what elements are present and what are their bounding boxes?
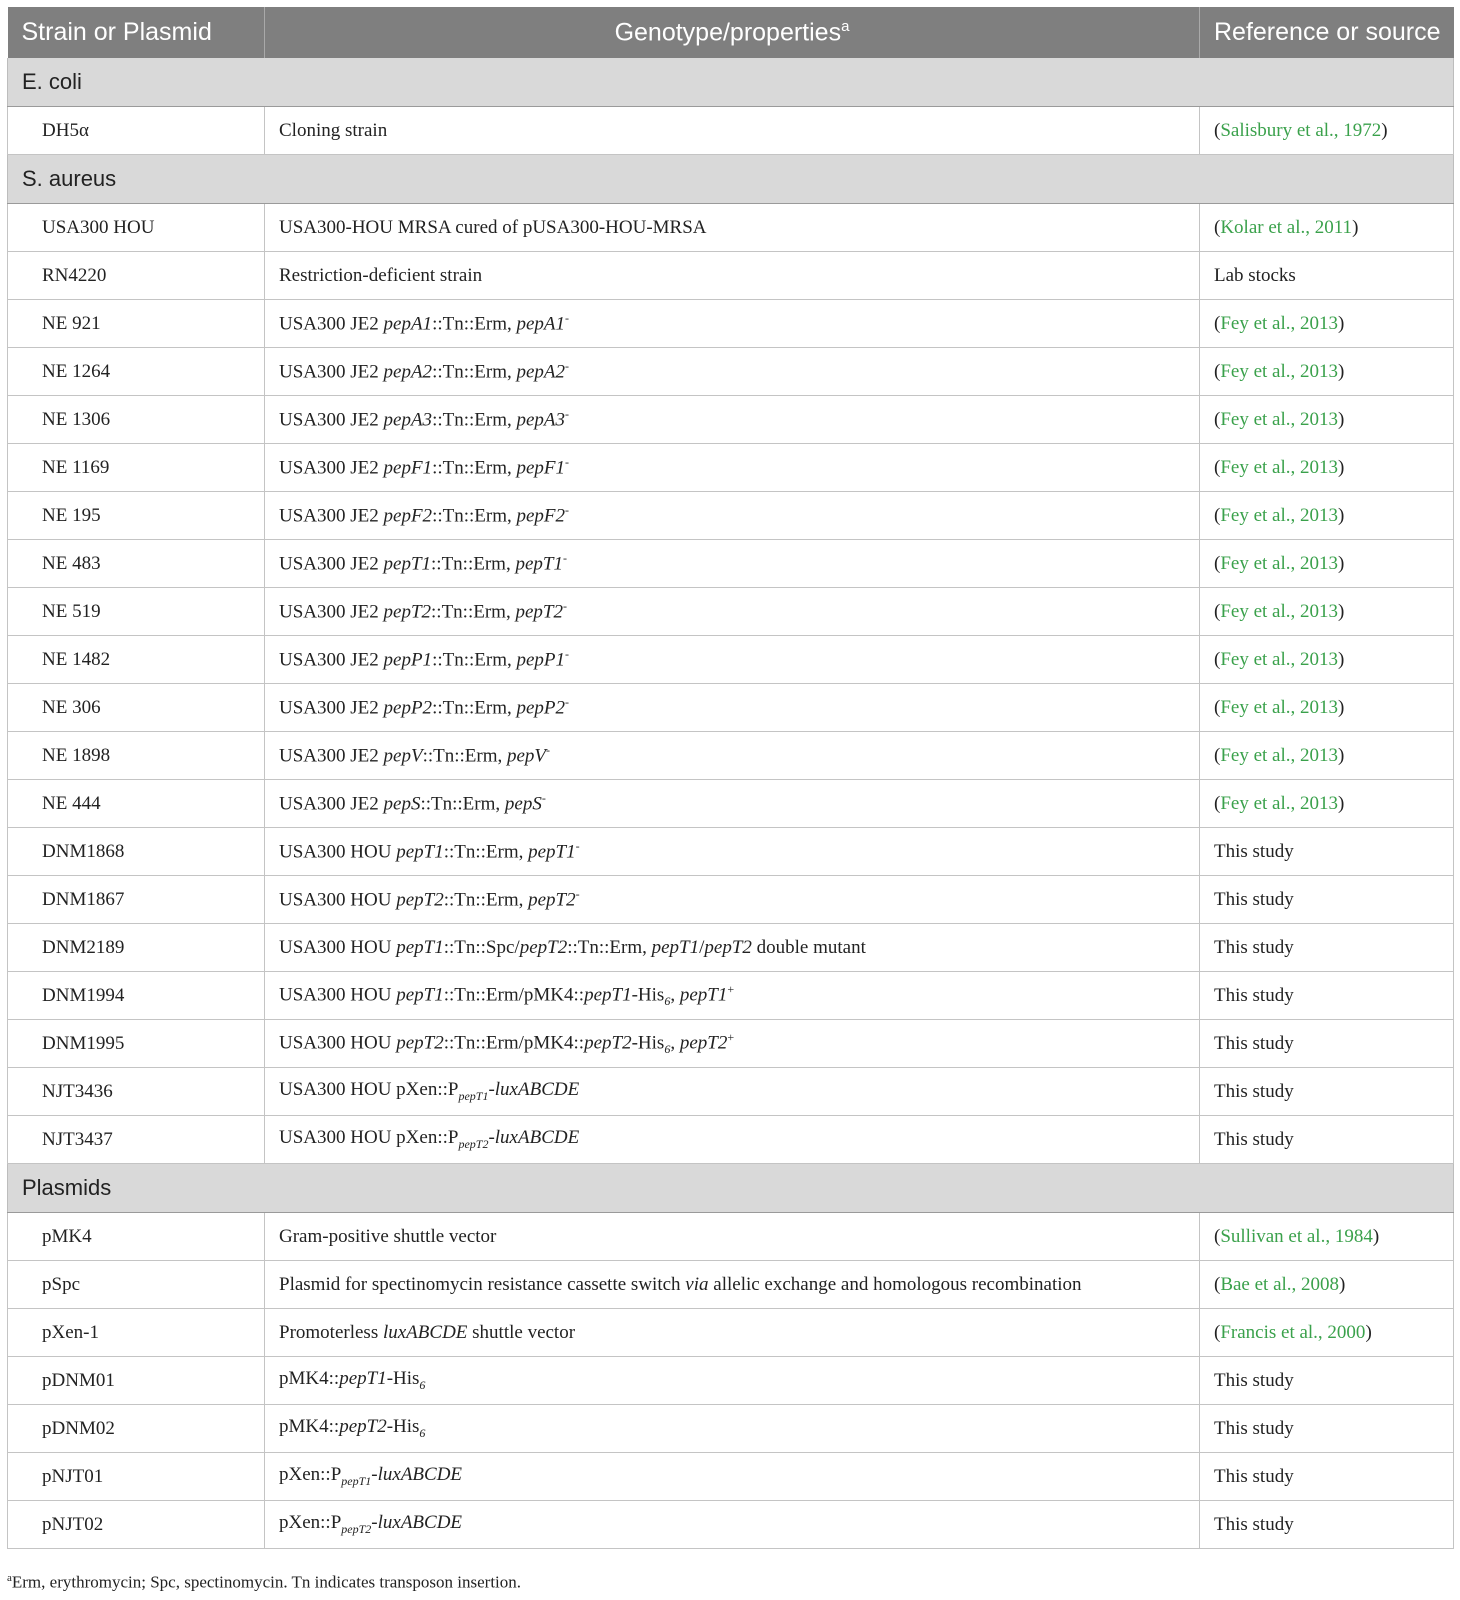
genotype-segment: -: [565, 647, 570, 662]
strain-id-cell: RN4220: [8, 252, 265, 300]
table-row: [8, 1405, 1454, 1453]
genotype-segment: -: [371, 1512, 378, 1534]
table-row: [8, 444, 1454, 492]
genotype-segment: USA300 HOU pXen::P: [279, 1079, 459, 1101]
strain-id-cell: pDNM01: [8, 1357, 265, 1405]
genotype-cell: [265, 1405, 1200, 1453]
genotype-cell: [265, 732, 1200, 780]
table-row: [8, 204, 1454, 252]
reference-cell: (Bae et al., 2008): [1200, 1261, 1454, 1309]
table-row: [8, 1213, 1454, 1261]
genotype-segment: -: [488, 1079, 495, 1101]
section-title: S. aureus: [8, 155, 1454, 204]
reference-text: This study: [1214, 1513, 1294, 1535]
table-row: [8, 1357, 1454, 1405]
genotype-segment: 6: [664, 994, 671, 1009]
genotype-segment: +: [727, 1029, 735, 1044]
reference-text: This study: [1214, 1465, 1294, 1487]
reference-link[interactable]: Salisbury et al., 1972: [1220, 119, 1382, 141]
genotype-cell: [265, 876, 1200, 924]
reference-text: Lab stocks: [1214, 264, 1296, 286]
genotype-cell: [265, 924, 1200, 972]
genotype-segment: luxABCDE: [377, 1512, 463, 1534]
genotype-segment: -: [565, 359, 570, 374]
genotype-segment: -: [575, 887, 580, 902]
genotype-segment: Cloning strain: [279, 119, 388, 141]
genotype-segment: double mutant: [751, 936, 866, 958]
reference-link[interactable]: Fey et al., 2013: [1220, 792, 1339, 814]
genotype-segment: USA300 JE2: [279, 697, 384, 719]
genotype-segment: shuttle vector: [467, 1321, 576, 1343]
reference-link[interactable]: Fey et al., 2013: [1220, 360, 1339, 382]
genotype-segment: ::Tn::Erm,: [432, 313, 517, 335]
genotype-segment: -: [565, 503, 570, 518]
reference-cell: (Salisbury et al., 1972): [1200, 107, 1454, 155]
genotype-segment: luxABCDE: [494, 1079, 580, 1101]
reference-link[interactable]: Fey et al., 2013: [1220, 504, 1339, 526]
genotype-segment: ::Tn::Erm,: [422, 745, 507, 767]
section-row: [8, 1164, 1454, 1213]
strain-id-cell: DNM1868: [8, 828, 265, 876]
genotype-segment: USA300 JE2: [279, 553, 384, 575]
genotype-segment: pepA3: [383, 409, 433, 431]
genotype-segment: USA300 HOU: [279, 936, 397, 958]
genotype-segment: ::Tn::Erm,: [420, 793, 505, 815]
genotype-segment: pepT2: [704, 936, 752, 958]
table-row: [8, 396, 1454, 444]
reference-link[interactable]: Fey et al., 2013: [1220, 696, 1339, 718]
section-title: Plasmids: [8, 1164, 1454, 1213]
genotype-segment: pepV: [383, 745, 423, 767]
strain-id-cell: pSpc: [8, 1261, 265, 1309]
genotype-segment: pepT2: [339, 1416, 387, 1438]
table-row: [8, 876, 1454, 924]
genotype-segment: ::Tn::Erm,: [443, 889, 529, 911]
genotype-cell: [265, 1309, 1200, 1357]
genotype-segment: Promoterless: [279, 1321, 383, 1343]
genotype-segment: pepF1: [516, 457, 566, 479]
genotype-segment: Gram-positive shuttle vector: [279, 1225, 497, 1247]
reference-cell: (Fey et al., 2013): [1200, 444, 1454, 492]
genotype-segment: ::Tn::Erm/pMK4::: [443, 1032, 585, 1054]
genotype-segment: -: [565, 695, 570, 710]
reference-cell: (Sullivan et al., 1984): [1200, 1213, 1454, 1261]
genotype-segment: 6: [419, 1425, 426, 1440]
genotype-cell: [265, 1116, 1200, 1164]
strain-id-cell: pNJT02: [8, 1501, 265, 1549]
genotype-segment: pepT1: [396, 984, 444, 1006]
genotype-cell: [265, 444, 1200, 492]
genotype-segment: USA300 JE2: [279, 505, 384, 527]
strain-table-container: [7, 7, 1453, 1549]
reference-text: This study: [1214, 1032, 1294, 1054]
table-row: [8, 732, 1454, 780]
strain-id-cell: NE 1169: [8, 444, 265, 492]
genotype-segment: ::Tn::Erm,: [432, 649, 517, 671]
genotype-segment: ::Tn::Erm/pMK4::: [443, 984, 585, 1006]
table-row: [8, 924, 1454, 972]
reference-cell: (Kolar et al., 2011): [1200, 204, 1454, 252]
reference-cell: (Fey et al., 2013): [1200, 396, 1454, 444]
genotype-cell: [265, 1453, 1200, 1501]
strain-id-cell: USA300 HOU: [8, 204, 265, 252]
footnote-text: Erm, erythromycin; Spc, spectinomycin. Tn indicates transposon insertion.: [11, 1572, 522, 1592]
genotype-segment: pepP2: [383, 697, 433, 719]
reference-link[interactable]: Fey et al., 2013: [1220, 456, 1339, 478]
genotype-segment: ::Tn::Erm,: [567, 936, 652, 958]
reference-text: This study: [1214, 1417, 1294, 1439]
reference-cell: (Fey et al., 2013): [1200, 492, 1454, 540]
genotype-segment: USA300 HOU: [279, 984, 397, 1006]
strain-id-cell: NE 306: [8, 684, 265, 732]
genotype-segment: -: [575, 839, 580, 854]
table-row: [8, 1068, 1454, 1116]
strain-id-cell: pNJT01: [8, 1453, 265, 1501]
genotype-segment: pepT1: [679, 984, 728, 1006]
genotype-segment: pepA2: [383, 361, 433, 383]
footnote-marker: a: [7, 1572, 12, 1584]
genotype-segment: -: [565, 407, 570, 422]
reference-link[interactable]: Francis et al., 2000: [1220, 1321, 1366, 1343]
table-row: [8, 1261, 1454, 1309]
genotype-segment: USA300 JE2: [279, 409, 384, 431]
genotype-segment: pepT2: [584, 1032, 632, 1054]
genotype-segment: ::Tn::Spc/: [443, 936, 520, 958]
table-header-row: [8, 7, 1454, 58]
genotype-segment: ,: [670, 984, 680, 1006]
genotype-segment: luxABCDE: [377, 1464, 463, 1486]
genotype-segment: USA300 JE2: [279, 601, 384, 623]
genotype-segment: ::Tn::Erm,: [431, 601, 516, 623]
genotype-segment: ::Tn::Erm,: [443, 841, 529, 863]
reference-cell: [1200, 1453, 1454, 1501]
strain-id-cell: NE 444: [8, 780, 265, 828]
table-body: [8, 58, 1454, 1549]
genotype-segment: pepT1: [383, 553, 432, 575]
genotype-segment: pepT1: [396, 841, 444, 863]
genotype-cell: [265, 396, 1200, 444]
section-row: [8, 155, 1454, 204]
table-row: [8, 107, 1454, 155]
genotype-cell: [265, 300, 1200, 348]
table-row: [8, 348, 1454, 396]
column-header-reference: Reference or source: [1200, 7, 1454, 58]
footnote-marker: a: [841, 17, 850, 35]
genotype-cell: [265, 588, 1200, 636]
genotype-segment: pepP1: [383, 649, 433, 671]
genotype-cell: [265, 540, 1200, 588]
reference-text: This study: [1214, 984, 1294, 1006]
table-row: [8, 684, 1454, 732]
reference-cell: [1200, 1020, 1454, 1068]
reference-cell: [1200, 876, 1454, 924]
reference-link[interactable]: Fey et al., 2013: [1220, 552, 1339, 574]
genotype-segment: USA300 JE2: [279, 313, 384, 335]
strain-id-cell: NE 921: [8, 300, 265, 348]
genotype-segment: ::Tn::Erm,: [432, 409, 517, 431]
table-row: [8, 780, 1454, 828]
strain-id-cell: NJT3437: [8, 1116, 265, 1164]
genotype-segment: /: [699, 936, 705, 958]
genotype-segment: luxABCDE: [494, 1127, 580, 1149]
genotype-segment: pepP2: [516, 697, 566, 719]
strain-id-cell: DNM2189: [8, 924, 265, 972]
genotype-segment: Restriction-deficient strain: [279, 264, 483, 286]
genotype-segment: pMK4::: [279, 1368, 340, 1390]
genotype-segment: USA300 JE2: [279, 745, 384, 767]
genotype-segment: -: [546, 743, 551, 758]
genotype-segment: ::Tn::Erm,: [432, 697, 517, 719]
strain-id-cell: NJT3436: [8, 1068, 265, 1116]
reference-cell: [1200, 828, 1454, 876]
genotype-cell: [265, 1213, 1200, 1261]
section-title: E. coli: [8, 58, 1454, 107]
genotype-segment: pepS: [504, 793, 542, 815]
reference-text: This study: [1214, 936, 1294, 958]
genotype-segment: pepT2: [519, 936, 568, 958]
reference-cell: [1200, 1357, 1454, 1405]
strain-id-cell: pDNM02: [8, 1405, 265, 1453]
genotype-cell: [265, 780, 1200, 828]
strain-id-cell: NE 1482: [8, 636, 265, 684]
genotype-cell: [265, 1357, 1200, 1405]
reference-cell: (Fey et al., 2013): [1200, 588, 1454, 636]
reference-cell: [1200, 252, 1454, 300]
table-row: [8, 1309, 1454, 1357]
genotype-cell: [265, 684, 1200, 732]
reference-text: This study: [1214, 1128, 1294, 1150]
genotype-segment: -: [565, 311, 570, 326]
genotype-cell: [265, 972, 1200, 1020]
genotype-segment: -His: [386, 1416, 420, 1438]
genotype-segment: pepT1: [341, 1473, 372, 1488]
strain-id-cell: NE 1306: [8, 396, 265, 444]
genotype-segment: USA300 HOU: [279, 1032, 397, 1054]
genotype-segment: -His: [631, 984, 665, 1006]
genotype-segment: ::Tn::Erm,: [432, 505, 517, 527]
genotype-segment: -: [565, 455, 570, 470]
genotype-segment: luxABCDE: [382, 1321, 468, 1343]
reference-cell: (Fey et al., 2013): [1200, 780, 1454, 828]
reference-cell: [1200, 1068, 1454, 1116]
reference-link[interactable]: Fey et al., 2013: [1220, 408, 1339, 430]
strain-id-cell: pMK4: [8, 1213, 265, 1261]
genotype-segment: pepT2: [679, 1032, 728, 1054]
reference-cell: (Fey et al., 2013): [1200, 636, 1454, 684]
genotype-segment: USA300 JE2: [279, 649, 384, 671]
genotype-segment: pepT2: [396, 1032, 444, 1054]
table-row: [8, 1453, 1454, 1501]
table-row: [8, 300, 1454, 348]
column-header-genotype: [265, 7, 1200, 58]
genotype-segment: pepA1: [383, 313, 433, 335]
strain-id-cell: NE 519: [8, 588, 265, 636]
genotype-cell: [265, 636, 1200, 684]
reference-cell: (Fey et al., 2013): [1200, 348, 1454, 396]
genotype-segment: pepA2: [516, 361, 566, 383]
reference-cell: (Fey et al., 2013): [1200, 684, 1454, 732]
reference-cell: [1200, 1501, 1454, 1549]
genotype-cell: [265, 1501, 1200, 1549]
genotype-segment: pXen::P: [279, 1512, 342, 1534]
genotype-segment: USA300-HOU MRSA cured of pUSA300-HOU-MRSA: [279, 216, 707, 238]
table-row: [8, 828, 1454, 876]
genotype-segment: pepA3: [516, 409, 566, 431]
strain-id-cell: DNM1994: [8, 972, 265, 1020]
genotype-cell: [265, 204, 1200, 252]
reference-link[interactable]: Kolar et al., 2011: [1220, 216, 1353, 238]
table-footnote: [7, 1572, 521, 1593]
table-row: [8, 972, 1454, 1020]
genotype-segment: pXen::P: [279, 1464, 342, 1486]
reference-link[interactable]: Fey et al., 2013: [1220, 744, 1339, 766]
genotype-segment: pepT2: [341, 1521, 372, 1536]
table-row: [8, 252, 1454, 300]
genotype-segment: +: [727, 981, 735, 996]
genotype-segment: pepT1: [651, 936, 700, 958]
genotype-segment: pepT2: [396, 889, 444, 911]
reference-cell: [1200, 1116, 1454, 1164]
genotype-segment: ,: [670, 1032, 680, 1054]
genotype-segment: pepT2: [383, 601, 432, 623]
genotype-cell: [265, 1261, 1200, 1309]
table-row: [8, 1116, 1454, 1164]
genotype-cell: [265, 828, 1200, 876]
reference-link[interactable]: Bae et al., 2008: [1220, 1273, 1340, 1295]
column-header-genotype-label: Genotype/properties: [614, 18, 842, 47]
genotype-segment: -: [562, 551, 567, 566]
strain-id-cell: NE 1264: [8, 348, 265, 396]
genotype-cell: [265, 1020, 1200, 1068]
genotype-segment: pepF2: [383, 505, 433, 527]
genotype-segment: USA300 HOU: [279, 841, 397, 863]
genotype-segment: USA300 JE2: [279, 361, 384, 383]
genotype-cell: [265, 107, 1200, 155]
reference-cell: [1200, 972, 1454, 1020]
genotype-segment: pepT1: [396, 936, 444, 958]
genotype-segment: pepS: [383, 793, 421, 815]
genotype-segment: pepF1: [383, 457, 433, 479]
genotype-segment: USA300 HOU: [279, 889, 397, 911]
genotype-cell: [265, 1068, 1200, 1116]
table-row: [8, 636, 1454, 684]
genotype-segment: pepA1: [516, 313, 566, 335]
table-row: [8, 588, 1454, 636]
genotype-cell: [265, 252, 1200, 300]
reference-text: This study: [1214, 888, 1294, 910]
genotype-segment: pepT2: [458, 1136, 489, 1151]
genotype-segment: ::Tn::Erm,: [432, 361, 517, 383]
genotype-segment: pepT1: [458, 1088, 489, 1103]
genotype-segment: pepT2: [528, 889, 576, 911]
genotype-segment: -: [371, 1464, 378, 1486]
genotype-segment: ::Tn::Erm,: [431, 553, 516, 575]
genotype-segment: -His: [631, 1032, 665, 1054]
genotype-segment: allelic exchange and homologous recombination: [708, 1273, 1082, 1295]
reference-text: This study: [1214, 1369, 1294, 1391]
table-row: [8, 1501, 1454, 1549]
table-row: [8, 1020, 1454, 1068]
section-row: [8, 58, 1454, 107]
genotype-segment: 6: [419, 1377, 426, 1392]
genotype-segment: pepV: [507, 745, 547, 767]
genotype-segment: pepT1: [584, 984, 632, 1006]
genotype-segment: ::Tn::Erm,: [432, 457, 517, 479]
genotype-segment: -His: [386, 1368, 420, 1390]
reference-cell: (Fey et al., 2013): [1200, 540, 1454, 588]
strain-id-cell: DH5α: [8, 107, 265, 155]
reference-cell: [1200, 1405, 1454, 1453]
strain-plasmid-table: [7, 7, 1454, 1549]
reference-text: This study: [1214, 840, 1294, 862]
genotype-segment: pepT1: [528, 841, 576, 863]
reference-link[interactable]: Fey et al., 2013: [1220, 312, 1339, 334]
reference-cell: (Francis et al., 2000): [1200, 1309, 1454, 1357]
genotype-segment: pepT1: [515, 553, 563, 575]
genotype-segment: -: [488, 1127, 495, 1149]
genotype-segment: pepF2: [516, 505, 566, 527]
strain-id-cell: pXen-1: [8, 1309, 265, 1357]
column-header-strain: Strain or Plasmid: [8, 7, 265, 58]
genotype-cell: [265, 348, 1200, 396]
genotype-segment: pepP1: [516, 649, 566, 671]
reference-link[interactable]: Fey et al., 2013: [1220, 600, 1339, 622]
table-row: [8, 492, 1454, 540]
genotype-segment: pMK4::: [279, 1416, 340, 1438]
genotype-cell: [265, 492, 1200, 540]
genotype-segment: pepT2: [515, 601, 563, 623]
reference-link[interactable]: Sullivan et al., 1984: [1220, 1225, 1373, 1247]
genotype-segment: 6: [664, 1042, 671, 1057]
genotype-segment: -: [562, 599, 567, 614]
reference-text: This study: [1214, 1080, 1294, 1102]
strain-id-cell: NE 483: [8, 540, 265, 588]
genotype-segment: USA300 JE2: [279, 793, 384, 815]
reference-cell: (Fey et al., 2013): [1200, 732, 1454, 780]
genotype-segment: USA300 HOU pXen::P: [279, 1127, 459, 1149]
table-row: [8, 540, 1454, 588]
strain-id-cell: NE 195: [8, 492, 265, 540]
reference-cell: (Fey et al., 2013): [1200, 300, 1454, 348]
reference-cell: [1200, 924, 1454, 972]
strain-id-cell: DNM1995: [8, 1020, 265, 1068]
genotype-segment: pepT1: [339, 1368, 387, 1390]
reference-link[interactable]: Fey et al., 2013: [1220, 648, 1339, 670]
strain-id-cell: NE 1898: [8, 732, 265, 780]
genotype-segment: via: [685, 1273, 709, 1295]
genotype-segment: USA300 JE2: [279, 457, 384, 479]
strain-id-cell: DNM1867: [8, 876, 265, 924]
genotype-segment: Plasmid for spectinomycin resistance cassette switch: [279, 1273, 686, 1295]
genotype-segment: -: [541, 791, 546, 806]
